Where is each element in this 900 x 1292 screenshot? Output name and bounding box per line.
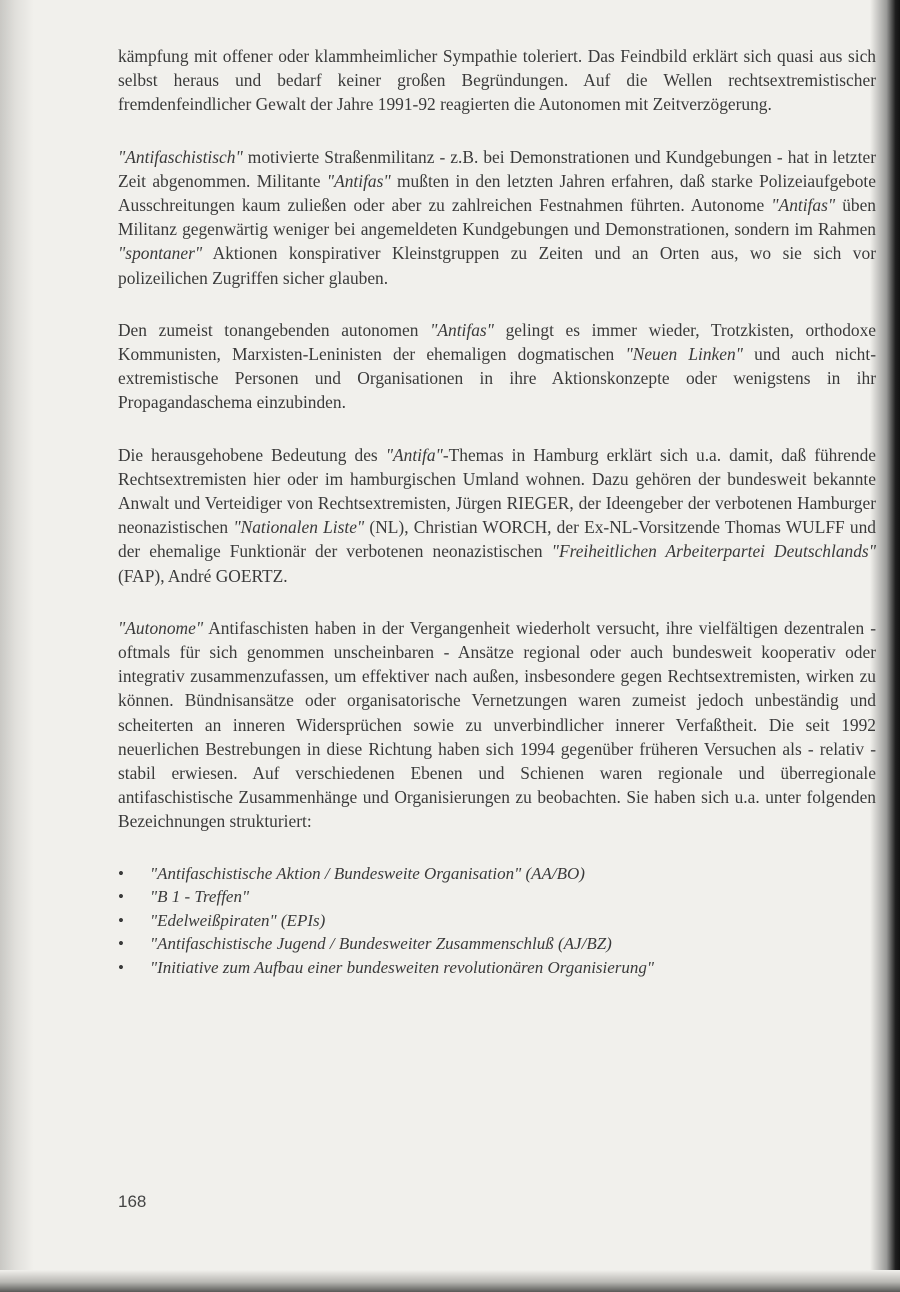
scan-shadow-left <box>0 0 34 1292</box>
text-run: und auch nicht-extremistische Personen und Organisationen in ihre Aktionskonzepte oder wenigstens in ihr Propagandaschema einzubinden. <box>118 344 876 413</box>
list-item-text: "Initiative zum Aufbau einer bundesweiten revolutionären Organisierung" <box>150 958 655 978</box>
list-item <box>118 932 876 956</box>
list-item <box>118 956 876 980</box>
italic-term: "Freiheitlichen Arbeiterpartei Deutschlands" <box>551 541 876 562</box>
paragraph <box>118 318 876 415</box>
text-run: Aktionen konspirativer Kleinstgruppen zu Zeiten und an Orten aus, wo sie sich vor polizeilichen Zugriffen sicher glauben. <box>118 243 876 288</box>
text-run: Die herausgehobene Bedeutung des <box>118 444 386 465</box>
bullet-icon: • <box>118 934 124 954</box>
list-item <box>118 909 876 933</box>
list-item <box>118 862 876 886</box>
organization-list <box>118 862 876 980</box>
paragraph <box>118 145 876 290</box>
paragraph <box>118 44 876 117</box>
bullet-icon: • <box>118 910 124 930</box>
paragraph <box>118 443 876 588</box>
bullet-icon: • <box>118 958 124 978</box>
bullet-icon: • <box>118 887 124 907</box>
text-run: (NL), Christian WORCH, der Ex-NL-Vorsitzende Thomas WULFF und der ehemalige Funktionär der verbotenen neonazistischen <box>118 517 876 562</box>
italic-term: "Antifas" <box>430 319 494 340</box>
paragraph <box>118 616 876 834</box>
italic-term: "Nationalen Liste" <box>233 517 365 538</box>
italic-term: "Autonome" <box>118 617 204 638</box>
text-run: Den zumeist tonangebenden autonomen <box>118 319 431 340</box>
text-run: Antifaschisten haben in der Vergangenheit wiederholt versucht, ihre vielfältigen dezentralen - oftmals für sich genommen unscheinbaren - Ansätze regional oder auch bundesweit kooperativ oder integrativ zusammenzufassen, um effektiver nach außen, insbesondere gegen Rechtsextremisten, wirken zu können. Bündnisansätze oder organisatorische Vernetzungen waren zumeist jedoch unbeständig und scheiterten an inneren Widersprüchen sowie zu unverbindlicher innerer Verfaßtheit. Die seit 1992 neuerlichen Bestrebungen in diese Richtung haben sich 1994 gegenüber früheren Versuchen als - relativ - stabil erwiesen. Auf verschiedenen Ebenen und Schienen waren regionale und überregionale antifaschistische Zusammenhänge und Organisierungen zu beobachten. Sie haben sich u.a. unter folgenden Bezeichnungen strukturiert: <box>118 617 876 832</box>
list-item <box>118 885 876 909</box>
italic-term: "spontaner" <box>118 243 203 264</box>
italic-term: "Antifas" <box>771 195 836 216</box>
page-body <box>118 44 876 980</box>
text-run: mußten in den letzten Jahren erfahren, daß starke Polizeiaufgebote Ausschreitungen kaum zuließen oder aber zu zahlreichen Festnahmen führten. Autonome <box>118 170 876 216</box>
text-run: üben Militanz gegenwärtig weniger bei angemeldeten Kundgebungen und Demonstrationen, sondern im Rahmen <box>118 195 877 240</box>
italic-term: "Antifaschistisch" <box>118 146 243 167</box>
list-item-text: "Antifaschistische Aktion / Bundesweite Organisation" (AA/BO) <box>150 863 585 883</box>
text-run: gelingt es immer wieder, Trotzkisten, orthodoxe Kommunisten, Marxisten-Leninisten der ehemaligen dogmatischen <box>118 319 876 365</box>
text-run: motivierte Straßenmilitanz - z.B. bei Demonstrationen und Kundgebungen - hat in letzter Zeit abgenommen. Militante <box>118 146 876 191</box>
scan-shadow-bottom <box>0 1270 900 1292</box>
list-item-text: "B 1 - Treffen" <box>150 887 250 907</box>
list-item-text: "Antifaschistische Jugend / Bundesweiter Zusammenschluß (AJ/BZ) <box>150 934 612 954</box>
italic-term: "Antifa" <box>385 444 443 465</box>
text-run: (FAP), André GOERTZ. <box>118 565 288 586</box>
italic-term: "Neuen Linken" <box>625 344 743 365</box>
italic-term: "Antifas" <box>326 170 391 191</box>
text-run: -Themas in Hamburg erklärt sich u.a. damit, daß führende Rechtsextremisten hier oder im hamburgischen Umland wohnen. Dazu gehören der bundesweit bekannte Anwalt und Verteidiger von Rechtsextremisten, Jürgen RIEGER, der Ideengeber der verbotenen Hamburger neonazistischen <box>118 444 876 538</box>
text-run: kämpfung mit offener oder klammheimlicher Sympathie toleriert. Das Feindbild erklärt sich quasi aus sich selbst heraus und bedarf keiner großen Begründungen. Auf die Wellen rechtsextremistischer fremdenfeindlicher Gewalt der Jahre 1991-92 reagierten die Autonomen mit Zeitverzögerung. <box>118 46 876 115</box>
list-item-text: "Edelweißpiraten" (EPIs) <box>150 910 326 930</box>
page-number: 168 <box>118 1192 147 1211</box>
bullet-icon: • <box>118 863 124 883</box>
